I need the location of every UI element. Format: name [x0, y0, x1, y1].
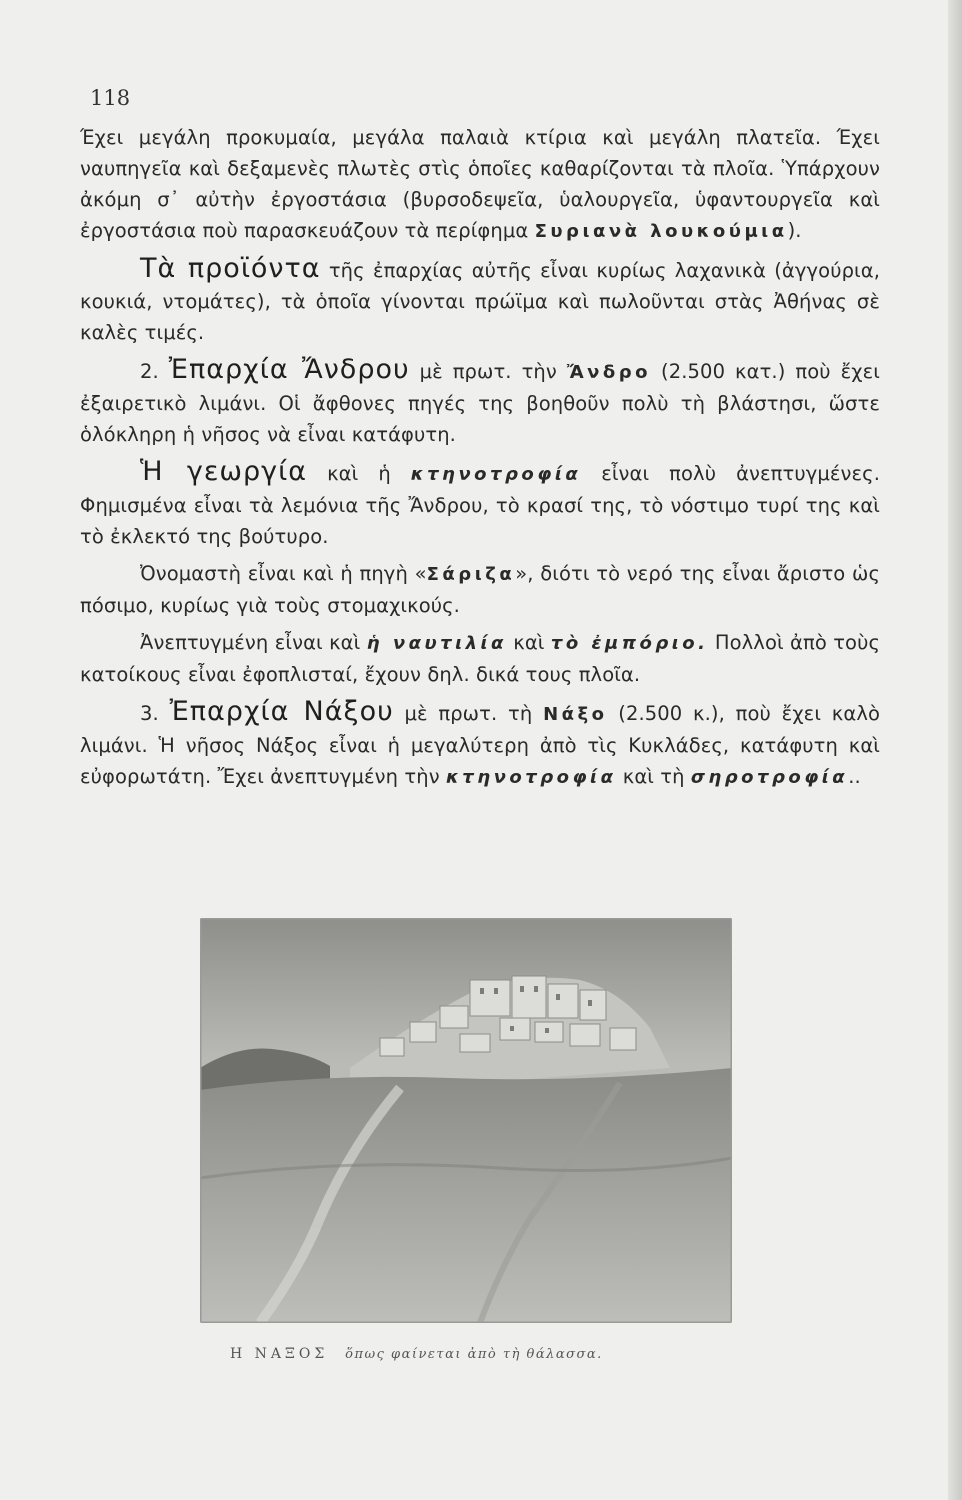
text-run: Πολλοὶ ἀπὸ τοὺς κατοίκους εἶναι ἐφοπλισταί, ἔχουν δηλ. δικά τους πλοῖα. [80, 631, 881, 686]
section-heading-naxos: Ἐπαρχία Νάξου [169, 696, 394, 727]
text-run: (2.500 κ.), ποὺ ἔχει καλὸ λιμάνι. Ἡ νῆσος Νάξος εἶναι ἡ μεγαλύτερη ἀπὸ τὶς Κυκλάδες, κατάφυτη καὶ εὐφορωτάτη. Ἔχει ἀνεπτυγμένη τὴν [80, 702, 880, 788]
photo-caption [230, 1346, 790, 1362]
naxos-photo-illustration [200, 918, 732, 1323]
text-run: Ὀνομαστὴ εἶναι καὶ ἡ πηγὴ « [140, 562, 427, 585]
section-number: 2. [140, 360, 169, 383]
spaced-term-sariza: Σάριζα [426, 564, 516, 585]
spaced-term-andros: Ἄνδρο [566, 362, 652, 383]
paragraph-andros [80, 354, 880, 450]
spaced-term-loukoumia: Συριανὰ λουκούμια [534, 221, 788, 242]
spaced-term-sericulture: σηροτροφία [690, 767, 849, 788]
text-run: », διότι τὸ νερό της εἶναι ἄριστο ὡς πόσιμο, κυρίως γιὰ τοὺς στομαχικούς. [80, 562, 880, 617]
page-number: 118 [90, 86, 131, 110]
section-heading-products: Τὰ προϊόντα [140, 253, 321, 284]
section-number: 3. [140, 702, 170, 725]
text-run: καὶ τὴ [616, 765, 691, 788]
naxos-photo [200, 918, 732, 1323]
text-run: εἶναι πολὺ ἀνεπτυγμένες. Φημισμένα εἶναι τὰ λεμόνια τῆς Ἄνδρου, τὸ κρασί της, τὸ νόστιμο τυρί της καὶ τὸ ἐκλεκτό της βούτυρο. [80, 462, 880, 548]
text-run: καὶ [506, 631, 551, 654]
paragraph-agriculture [80, 456, 880, 552]
section-heading-agriculture: Ἡ γεωργία [140, 456, 308, 487]
caption-text: ὅπως φαίνεται ἀπὸ τὴ θάλασσα. [345, 1347, 603, 1362]
spaced-term-shipping: ἡ ναυτιλία [366, 633, 507, 654]
text-run: ). [787, 219, 802, 242]
spaced-term-livestock-2: κτηνοτροφία [446, 767, 617, 788]
page-edge-shadow [948, 0, 962, 1500]
text-run: τῆς ἐπαρχίας αὐτῆς εἶναι κυρίως λαχανικὰ (ἀγγούρια, κουκιά, ντομάτες), τὰ ὁποῖα γίνονται πρώϊμα καὶ πωλοῦνται στὰς Ἀθήνας σὲ καλὲς τιμές. [80, 259, 881, 344]
caption-title: Η ΝΑΞΟΣ [230, 1346, 329, 1362]
text-run: .. [848, 765, 861, 788]
paragraph-naxos [80, 696, 880, 793]
text-run: Έχει μεγάλη προκυμαία, μεγάλα παλαιὰ κτίρια καὶ μεγάλη πλατεῖα. Έχει ναυπηγεῖα καὶ δεξαμενὲς πλωτὲς στὶς ὁποῖες καθαρίζονται τὰ πλοῖα. Ὑπάρχουν ἀκόμη σ᾽ αὐτὴν ἐργοστάσια (βυρσοδεψεῖα, ὑαλουργεῖα, ὑφαντουργεῖα καὶ ἐργοστάσια ποὺ παρασκευάζουν τὰ περίφημα [80, 126, 880, 242]
paragraph-spring [80, 558, 880, 621]
text-run: Ἀνεπτυγμένη εἶναι καὶ [140, 631, 367, 654]
text-run: μὲ πρωτ. τὴ [393, 702, 544, 725]
body-text [80, 122, 880, 793]
spaced-term-commerce: τὸ ἐμπόριο. [550, 633, 709, 654]
text-run: καὶ ἡ [307, 462, 411, 485]
text-run: μὲ πρωτ. τὴν [409, 360, 567, 383]
section-heading-andros: Ἐπαρχία Ἄνδρου [168, 354, 410, 385]
text-run: (2.500 κατ.) ποὺ ἔχει ἐξαιρετικὸ λιμάνι. Οἱ ἄφθονες πηγές της βοηθοῦν πολὺ τὴ βλάστησι, ὥστε ὁλόκληρη ἡ νῆσος νὰ εἶναι κατάφυτη. [80, 360, 880, 446]
foreground-field [200, 1068, 732, 1323]
spaced-term-livestock: κτηνοτροφία [410, 464, 582, 485]
paragraph-products [80, 253, 880, 348]
spaced-term-naxos: Νάξο [543, 704, 608, 725]
paragraph-syros-port [80, 122, 880, 247]
paragraph-shipping [80, 627, 880, 690]
